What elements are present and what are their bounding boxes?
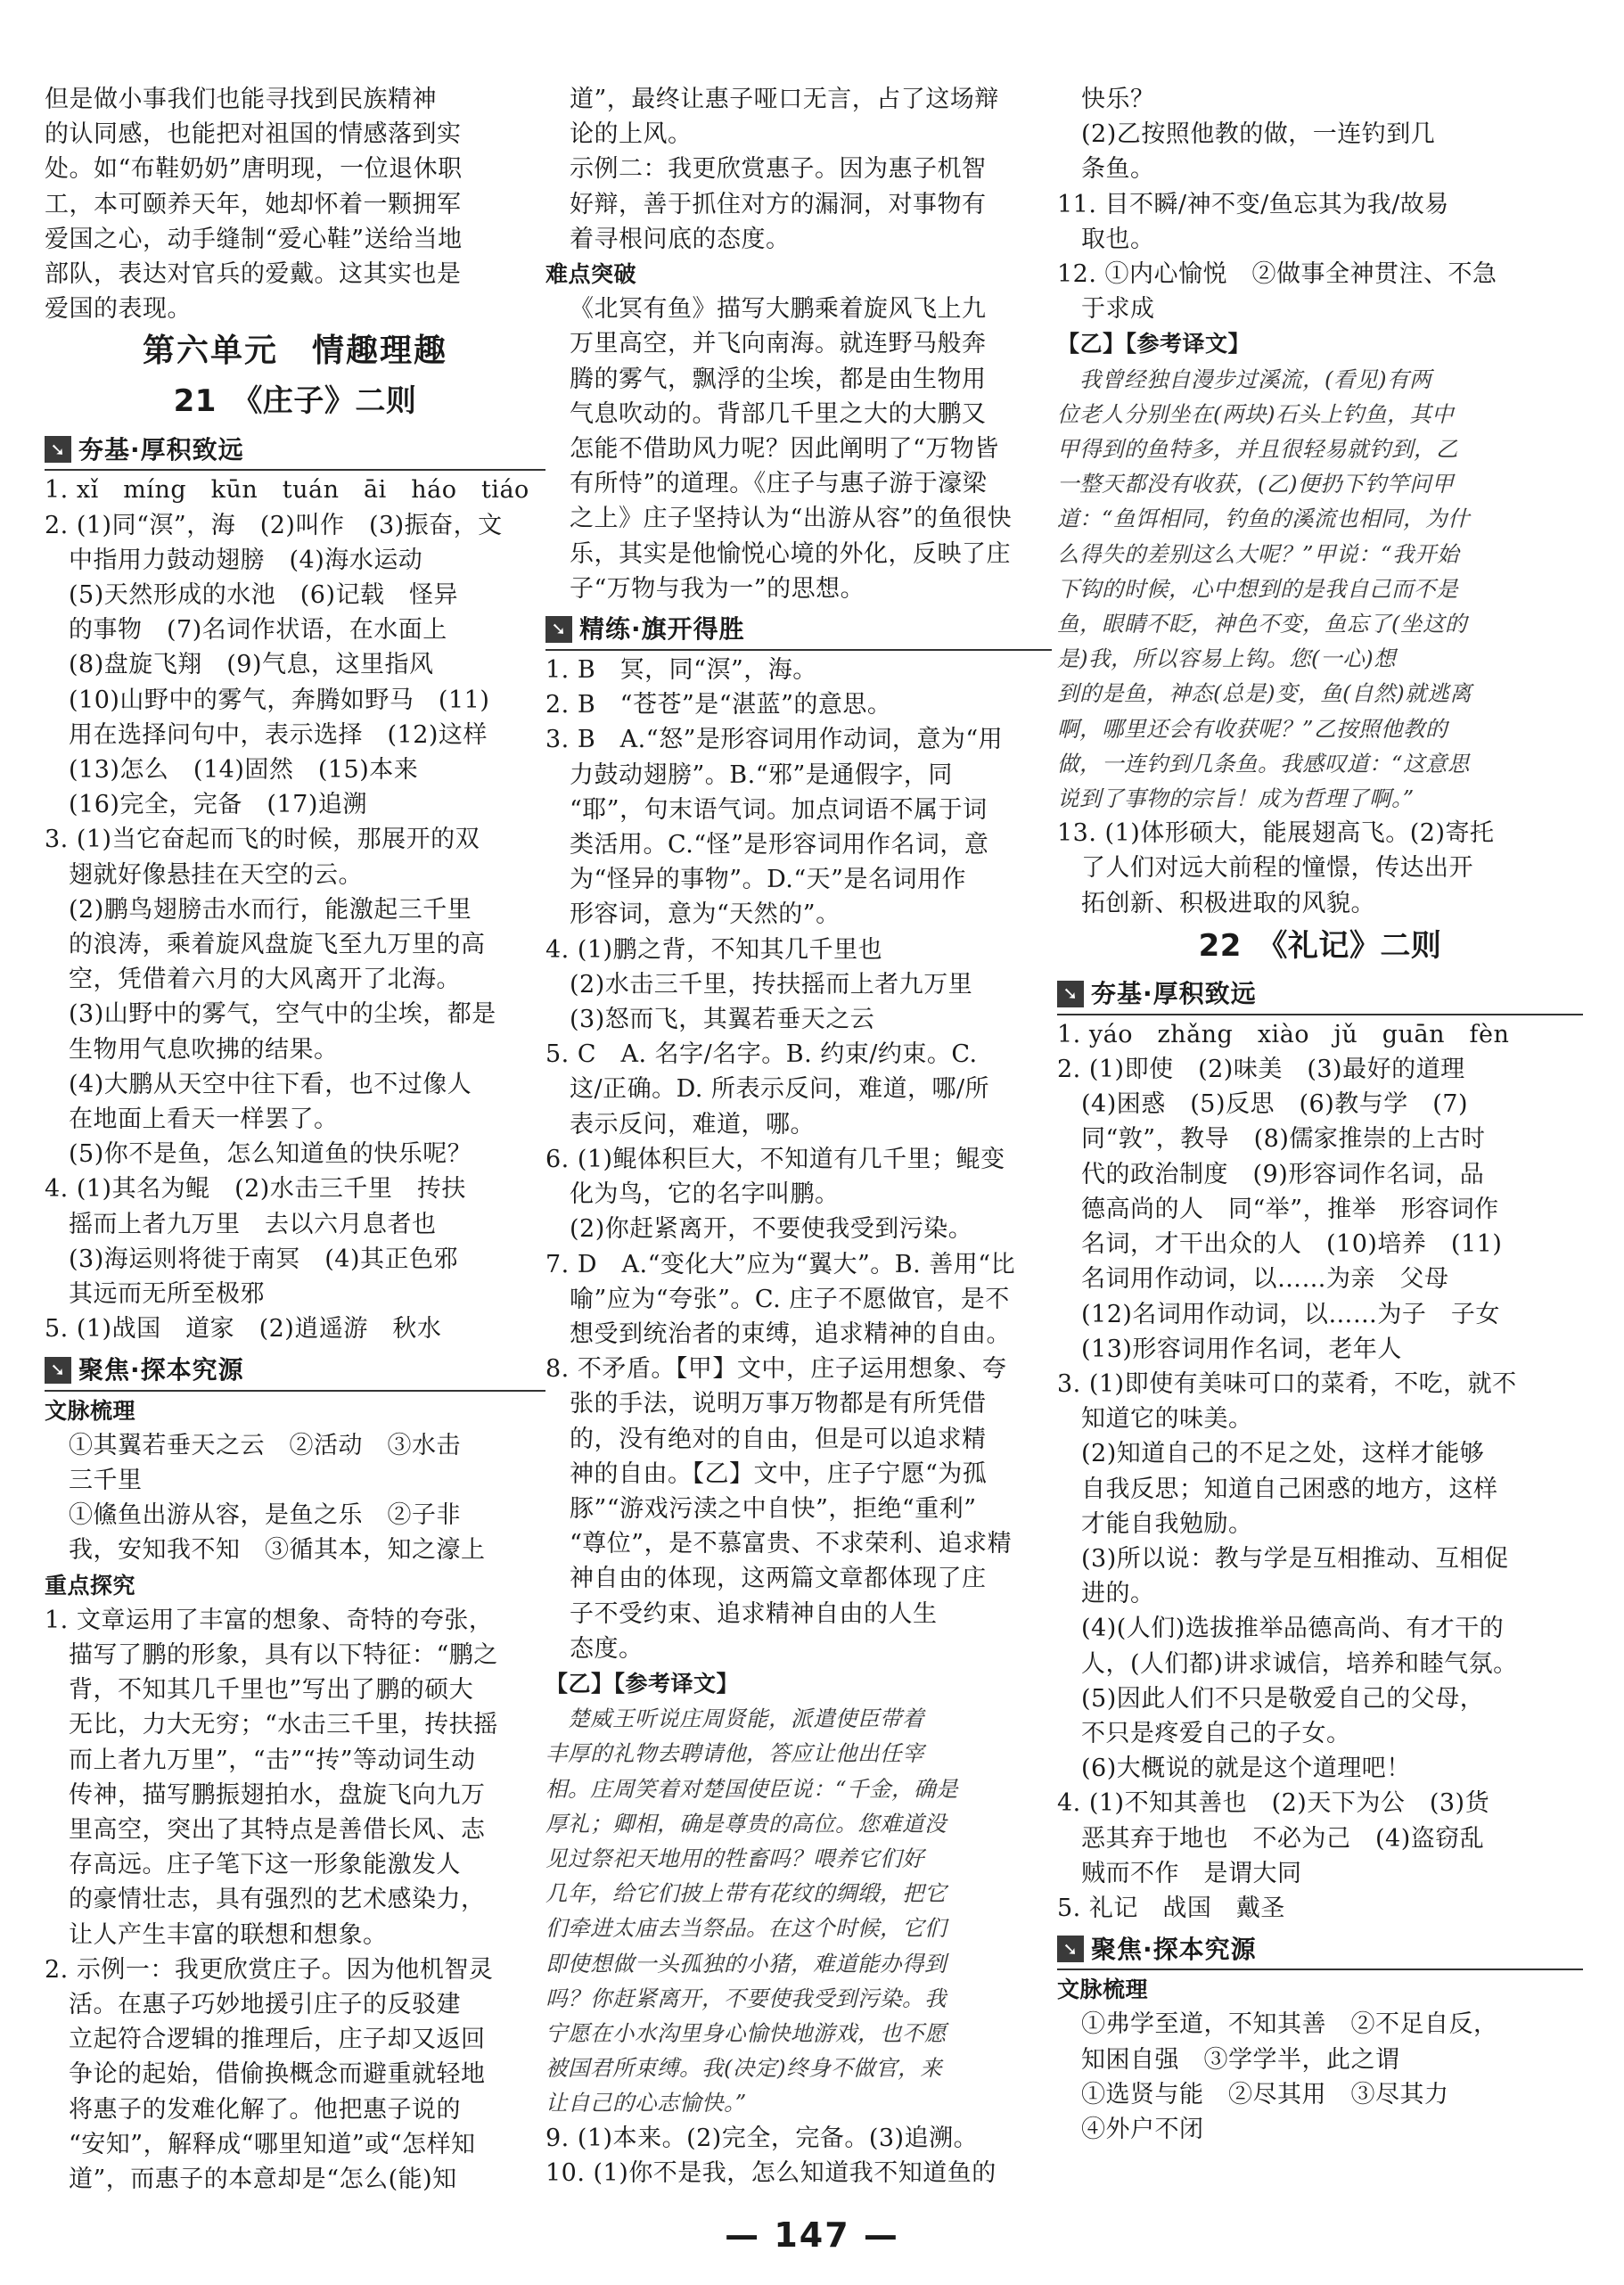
text-line: 怎能不借助风力呢？因此阐明了“万物皆 [570,435,999,464]
text-line: ①弗学至道，不知其善 ②不足自反， [1081,2010,1498,2039]
subsection-label: 重点探究 [45,1572,136,1599]
translation-line: 下钩的时候，心中想到的是我自己而不是 [1057,575,1458,602]
text-line: 张的手法，说明万事万物都是有所凭借 [570,1390,987,1418]
text-line: (3)所以说：教与学是互相推动、互相促 [1081,1544,1509,1573]
text-line: 喻”应为“夸张”。C. 庄子不愿做官，是不 [570,1285,1010,1313]
translation-line: 即使想做一头孤独的小猪，难道能办得到 [545,1950,947,1977]
translation-line: 丰厚的礼物去聘请他，答应让他出任宰 [545,1740,924,1767]
section-arrow-icon: ➘ [545,616,572,643]
text-line: 5. (1)战国 道家 (2)逍遥游 秋水 [45,1315,442,1344]
text-line: 豚”“游戏污渎之中自快”，拒绝“重利” [570,1494,977,1523]
text-line: 不只是疼爱自己的子女。 [1081,1719,1351,1747]
text-line: 10. (1)你不是我，怎么知道我不知道鱼的 [545,2158,997,2187]
text-line: 1. B 冥，同“溟”，海。 [545,656,817,685]
text-line: 论的上风。 [570,120,693,149]
text-line: 名词用作动词，以……为亲 父母 [1081,1265,1449,1294]
text-line: (5)你不是鱼，怎么知道鱼的快乐呢？ [69,1140,472,1169]
text-line: 人，(人们都)讲求诚信，培养和睦气氛。 [1081,1649,1518,1678]
text-line: 12. ①内心愉悦 ②做事全神贯注、不急 [1057,260,1497,289]
text-line: 有所恃”的道理。《庄子与惠子游于濠梁 [570,470,988,498]
subsection-label: 难点突破 [545,261,637,288]
text-line: (16)完全，完备 (17)追溯 [69,791,367,819]
lesson-title: 22 《礼记》二则 [1198,927,1442,964]
text-line: (5)天然形成的水池 (6)记载 怪异 [69,581,458,610]
section-arrow-icon: ➘ [1057,981,1084,1007]
text-line: 《北冥有鱼》描写大鹏乘着旋风飞上九 [570,295,987,324]
text-line: 4. (1)鹏之背，不知其几千里也 [545,935,883,964]
translation-line: 吗？你赶紧离开，不要使我受到污染。我 [545,1985,947,2011]
translation-line: 是)我，所以容易上钩。您(一心)想 [1057,645,1397,672]
text-line: 进的。 [1081,1580,1155,1608]
text-line: ④外户不闭 [1081,2115,1204,2143]
text-line: 子不受约束、追求精神自由的人生 [570,1599,938,1628]
text-line: 万里高空，并飞向南海。就连野马般奔 [570,330,987,358]
text-line: 德高尚的人 同“举”，推举 形容词作 [1081,1195,1499,1223]
text-line: 腾的雾气，飘浮的尘埃，都是由生物用 [570,365,987,393]
text-line: 代的政治制度 (9)形容词作名词，品 [1081,1160,1485,1188]
text-line: (3)海运则将徙于南冥 (4)其正色邪 [69,1245,458,1273]
text-line: 乐，其实是他愉悦心境的外化，反映了庄 [570,539,1011,568]
text-line: (13)怎么 (14)固然 (15)本来 [69,756,419,785]
text-line: 的浪涛，乘着旋风盘旋飞至九万里的高 [69,931,486,959]
translation-line: 鱼，眼睛不眨，神色不变，鱼忘了(坐这的 [1057,611,1468,637]
text-line: (2)你赶紧离开，不要使我受到污染。 [570,1215,973,1244]
text-line: “安知”，解释成“哪里知道”或“怎样知 [69,2130,476,2158]
text-line: (10)山野中的雾气，奔腾如野马 (11) [69,686,490,714]
text-line: 子“万物与我为一”的思想。 [570,574,865,603]
text-line: 争论的起始，借偷换概念而避重就轻地 [69,2060,486,2089]
text-line: 描写了鹏的形象，具有以下特征：“鹏之 [69,1640,498,1669]
text-line: “耶”，句末语气词。加点词语不属于词 [570,795,988,824]
text-line: 7. D A.“变化大”应为“翼大”。B. 善用“比 [545,1250,1016,1278]
text-line: (2)乙按照他教的做，一连钓到几 [1081,120,1436,149]
text-line: 气息吹动的。背部几千里之大的大鹏又 [570,399,987,428]
section-title: 精练·旗开得胜 [579,614,745,645]
translation-line: 几年，给它们披上带有花纹的绸缎，把它 [545,1880,947,1907]
text-line: 了人们对远大前程的憧憬，传达出开 [1081,854,1473,883]
text-line: (3)山野中的雾气，空气中的尘埃，都是 [69,1000,496,1029]
text-line: 的豪情壮志，具有强烈的艺术感染力， [69,1886,486,1914]
text-line: 2. B “苍苍”是“湛蓝”的意思。 [545,691,892,719]
text-line: 活。在惠子巧妙地援引庄子的反驳建 [69,1990,461,2018]
section-title: 聚焦·探本究源 [78,1354,244,1385]
text-line: “尊位”，是不慕富贵、不求荣利、追求精 [570,1530,1013,1558]
text-line: 条鱼。 [1081,155,1155,184]
translation-heading: 【乙】【参考译文】 [545,1670,740,1697]
text-line: 这/正确。D. 所表示反问，难道，哪/所 [570,1075,990,1104]
text-line: 将惠子的发难化解了。他把惠子说的 [69,2095,461,2124]
column-left [45,82,545,2197]
section-title: 夯基·厚积致远 [1091,979,1257,1009]
text-line: 工，本可颐养天年，她却怀着一颗拥军 [45,190,462,218]
text-line: 生物用气息吹拂的结果。 [69,1035,339,1064]
text-line: 4. (1)其名为鲲 (2)水击三千里 抟扶 [45,1175,466,1204]
translation-line: 到的是鱼，神态(总是)变，鱼(自然)就逃离 [1057,680,1472,707]
text-line: 力鼓动翅膀”。B.“邪”是通假字，同 [570,760,953,789]
text-line: 背，不知其几千里也”写出了鹏的硕大 [69,1676,474,1705]
text-line: 3. (1)即使有美味可口的菜肴，不吃，就不 [1057,1369,1517,1398]
text-line: 空，凭借着六月的大风离开了北海。 [69,966,461,994]
text-line: 表示反问，难道，哪。 [570,1110,815,1138]
text-line: 我，安知我不知 ③循其本，知之濠上 [69,1536,486,1565]
translation-line: 们牵进太庙去当祭品。在这个时候，它们 [545,1915,947,1942]
text-line: 同“敦”，教导 (8)儒家推崇的上古时 [1081,1125,1486,1154]
text-line: 6. (1)鲲体积巨大，不知道有几千里；鲲变 [545,1145,1005,1173]
text-line: 8. 不矛盾。【甲】文中，庄子运用想象、夸 [545,1355,1007,1384]
translation-line: 我曾经独自漫步过溪流，(看见)有两 [1057,366,1432,392]
translation-line: 说到了事物的宗旨！成为哲理了啊。” [1057,785,1415,812]
text-line: 爱国之心，动手缝制“爱心鞋”送给当地 [45,225,463,253]
unit-title: 第六单元 情趣理趣 [142,333,447,370]
text-line: (2)知道自己的不足之处，这样才能够 [1081,1440,1485,1468]
text-line: 着寻根问底的态度。 [570,225,791,253]
text-line: 爱国的表现。 [45,295,192,324]
section-title: 夯基·厚积致远 [78,434,244,464]
text-line: 的认同感，也能把对祖国的情感落到实 [45,120,462,149]
text-line: 2. 示例一：我更欣赏庄子。因为他机智灵 [45,1955,494,1984]
translation-line: 甲得到的鱼特多，并且很轻易就钓到，乙 [1057,436,1458,463]
text-line: 名词，才干出众的人 (10)培养 (11) [1081,1230,1503,1259]
text-line: (3)怒而飞，其翼若垂天之云 [570,1006,875,1034]
text-line: 里高空，突出了其特点是善借长风、志 [69,1815,486,1844]
text-line: 神自由的体现，这两篇文章都体现了庄 [570,1565,987,1593]
text-line: 的事物 (7)名词作状语，在水面上 [69,616,447,645]
subsection-label: 文脉梳理 [1057,1977,1149,2003]
text-line: (4)(人们)选拔推举品德高尚、有才干的 [1081,1615,1505,1643]
translation-line: 相。庄周笑着对楚国使臣说：“千金，确是 [545,1775,959,1802]
subsection-label: 文脉梳理 [45,1397,136,1424]
text-line: 立起符合逻辑的推理后，庄子却又返回 [69,2026,486,2054]
text-line: ①其翼若垂天之云 ②活动 ③水击 [69,1431,461,1459]
text-line: 摇而上者九万里 去以六月息者也 [69,1210,437,1238]
text-line: 翅就好像悬挂在天空的云。 [69,860,363,889]
text-line: 于求成 [1081,295,1155,324]
translation-line: 道：“鱼饵相同，钓鱼的溪流也相同，为什 [1057,505,1471,532]
text-line: ①选贤与能 ②尽其用 ③尽其力 [1081,2080,1449,2108]
text-line: 存高远。庄子笔下这一形象能激发人 [69,1851,461,1879]
section-header [45,1351,545,1392]
text-line: 2. (1)即使 (2)味美 (3)最好的道理 [1057,1056,1465,1084]
text-line: (5)因此人们不只是敬爱自己的父母， [1081,1684,1485,1713]
text-line: 13. (1)体形硕大，能展翅高飞。(2)寄托 [1057,819,1495,848]
text-line: 恶其弃于地也 不必为己 (4)盗窃乱 [1081,1824,1485,1853]
text-line: 贼而不作 是谓大同 [1081,1859,1302,1887]
translation-line: 楚威王听说庄周贤能，派遣使臣带着 [545,1706,924,1732]
text-line: 道”，最终让惠子哑口无言，占了这场辩 [570,86,999,113]
text-line: 想受到统治者的束缚，追求精神的自由。 [570,1319,1011,1348]
text-line: 1. xǐ míng kūn tuán āi háo tiáo [45,476,529,505]
section-header [45,430,545,471]
text-line: 5. 礼记 战国 戴圣 [1057,1894,1285,1922]
text-line: 用在选择问句中，表示选择 (12)这样 [69,720,488,749]
text-line: 让人产生丰富的联想和想象。 [69,1920,388,1949]
translation-line: 一整天都没有收获，(乙)便扔下钓竿问甲 [1057,471,1455,497]
text-line: 处。如“布鞋奶奶”唐明现，一位退休职 [45,155,463,184]
text-line: 5. C A. 名字/名字。B. 约束/约束。C. [545,1040,978,1069]
text-line: 自我反思；知道自己困惑的地方，这样 [1081,1475,1498,1503]
text-line: 拓创新、积极进取的风貌。 [1081,889,1375,917]
text-line: (8)盘旋飞翔 (9)气息，这里指风 [69,651,434,679]
text-line: 示例二：我更欣赏惠子。因为惠子机智 [570,155,987,184]
translation-line: 做，一连钓到几条鱼。我感叹道：“这意思 [1057,750,1471,777]
text-line: 之上》庄子坚持认为“出游从容”的鱼很快 [570,505,1013,533]
section-title: 聚焦·探本究源 [1091,1934,1257,1964]
text-line: 1. 文章运用了丰富的想象、奇特的夸张， [45,1606,494,1634]
text-line: 才能自我勉励。 [1081,1509,1253,1538]
lesson-title: 21 《庄子》二则 [173,383,417,420]
text-line: 部队，表达对官兵的爱戴。这其实也是 [45,260,462,289]
translation-heading: 【乙】【参考译文】 [1057,331,1251,358]
text-line: 在地面上看天一样罢了。 [69,1106,339,1134]
translation-line: 宁愿在小水沟里身心愉快地游戏，也不愿 [545,2019,947,2046]
text-line: (12)名词用作动词，以……为子 子女 [1081,1300,1500,1328]
translation-line: 位老人分别坐在(两块)石头上钓鱼，其中 [1057,400,1455,427]
translation-line: 厚礼；卿相，确是尊贵的高位。您难道没 [545,1810,947,1837]
text-line: (6)大概说的就是这个道理吧！ [1081,1755,1411,1783]
text-line: 4. (1)不知其善也 (2)天下为公 (3)货 [1057,1789,1490,1818]
text-line: 态度。 [570,1634,644,1663]
section-header [545,610,1052,651]
text-line: 1. yáo zhǎng xiào jǔ guān fèn [1057,1020,1510,1048]
text-line: 但是做小事我们也能寻找到民族精神 [45,86,437,113]
text-line: 类活用。C.“怪”是形容词用作名词，意 [570,831,989,859]
text-line: 的，没有绝对的自由，但是可以追求精 [570,1425,987,1453]
text-line: 形容词，意为“天然的”。 [570,900,841,929]
text-line: 3. (1)当它奋起而飞的时候，那展开的双 [45,826,480,854]
text-line: 中指用力鼓动翅膀 (4)海水运动 [69,546,423,574]
text-line: 11. 目不瞬/神不变/鱼忘其为我/故易 [1057,190,1449,218]
text-line: 神的自由。【乙】文中，庄子宁愿“为孤 [570,1459,988,1488]
translation-line: 啊，哪里还会有收获呢？”乙按照他教的 [1057,715,1448,742]
text-line: (2)鹏鸟翅膀击水而行，能激起三千里 [69,895,472,924]
translation-line: 被国君所束缚。我(决定)终身不做官，来 [545,2055,943,2082]
column-right [1057,82,1583,2147]
text-line: 好辩，善于抓住对方的漏洞，对事物有 [570,190,987,218]
section-header [1057,1929,1583,1970]
text-line: (4)困惑 (5)反思 (6)教与学 (7) [1081,1090,1468,1119]
text-line: 快乐？ [1081,86,1155,113]
column-middle [545,82,1052,2190]
text-line: 无比，力大无穷；“水击三千里，抟扶摇 [69,1711,498,1739]
text-line: (13)形容词用作名词，老年人 [1081,1335,1402,1363]
text-line: 取也。 [1081,225,1155,253]
section-header [1057,974,1583,1015]
text-line: 而上者九万里”，“击”“抟”等动词生动 [69,1746,476,1774]
translation-line: 让自己的心志愉快。” [545,2090,747,2117]
text-line: 9. (1)本来。(2)完全，完备。(3)追溯。 [545,2124,979,2152]
text-line: 其远而无所至极邪 [69,1280,265,1309]
text-line: 化为鸟，它的名字叫鹏。 [570,1180,840,1209]
text-line: 知困自强 ③学学半，此之谓 [1081,2045,1400,2074]
section-arrow-icon: ➘ [45,1357,71,1384]
section-arrow-icon: ➘ [45,436,71,463]
text-line: 3. B A.“怒”是形容词用作动词，意为“用 [545,726,1004,754]
text-line: (2)水击三千里，抟扶摇而上者九万里 [570,970,973,999]
translation-line: 见过祭祀天地用的牲畜吗？喂养它们好 [545,1845,924,1871]
text-line: 道”，而惠子的本意却是“怎么(能)知 [69,2165,457,2193]
section-arrow-icon: ➘ [1057,1936,1084,1962]
text-line: 传神，描写鹏振翅拍水，盘旋飞向九万 [69,1780,486,1809]
text-line: 知道它的味美。 [1081,1405,1253,1434]
page-number: — 147 — [725,2215,899,2255]
text-line: 三千里 [69,1466,143,1494]
translation-line: 么得失的差别这么大呢？”甲说：“我开始 [1057,540,1460,567]
text-line: ①鯈鱼出游从容，是鱼之乐 ②子非 [69,1501,461,1530]
text-line: 为“怪异的事物”。D.“天”是名词用作 [570,866,966,894]
text-line: (4)大鹏从天空中往下看，也不过像人 [69,1070,472,1098]
text-line: 2. (1)同“溟”，海 (2)叫作 (3)振奋，文 [45,511,503,539]
